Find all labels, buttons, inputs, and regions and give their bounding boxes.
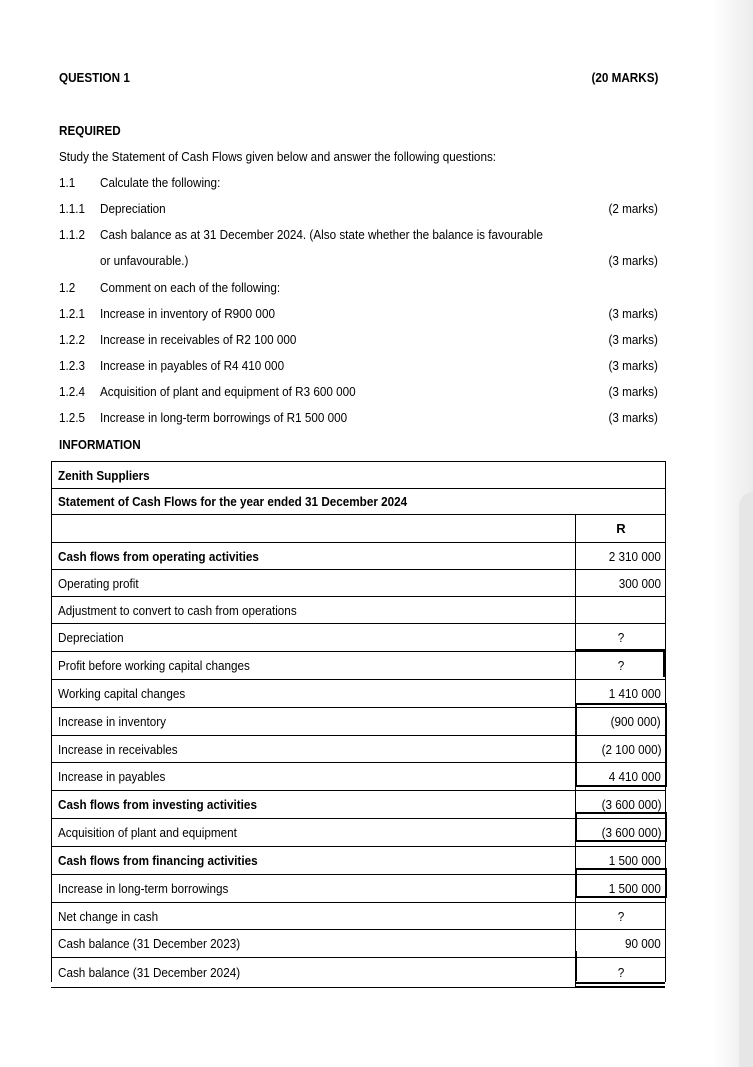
acquisition-box (575, 812, 667, 842)
row-label: Net change in cash (58, 908, 159, 924)
question-number: 1.2.5 (59, 410, 86, 425)
statement-row (51, 680, 665, 708)
row-label: Acquisition of plant and equipment (58, 825, 237, 840)
question-number: 1.1.2 (59, 227, 86, 242)
row-label: Increase in payables (58, 769, 166, 784)
question-text: Acquisition of plant and equipment of R3 600 000 (100, 384, 356, 399)
question-marks: (3 marks) (608, 253, 658, 268)
row-value: (3 600 000) (601, 825, 661, 840)
row-value: ? (618, 908, 625, 924)
intro-text: Study the Statement of Cash Flows given below and answer the following questions: (59, 149, 497, 164)
working-capital-box (575, 703, 667, 787)
question-number: 1.2.1 (59, 306, 86, 321)
statement-row (51, 543, 665, 570)
row-value: (3 600 000) (601, 797, 661, 812)
question-number: 1.2.2 (59, 332, 86, 347)
statement-row (51, 597, 665, 624)
statement-row (51, 847, 665, 875)
statement-row (51, 903, 665, 930)
row-value: 2 310 000 (608, 548, 661, 564)
row-value: ? (618, 658, 625, 673)
question-text: Increase in payables of R4 410 000 (100, 358, 285, 373)
row-value: 1 500 000 (608, 881, 661, 896)
required-heading: REQUIRED (59, 123, 121, 138)
row-label: Cash flows from investing activities (58, 797, 257, 812)
question-number: 1.1.1 (59, 201, 86, 216)
double-underline-top (575, 982, 665, 984)
row-value-cell (575, 624, 666, 651)
question-item (0, 330, 753, 350)
row-label: Adjustment to convert to cash from operations (58, 602, 297, 618)
statement-row (51, 570, 665, 597)
currency-label: R (616, 521, 626, 536)
row-label: Cash balance (31 December 2023) (58, 936, 241, 951)
statement-row (51, 652, 665, 680)
row-label: Depreciation (58, 630, 124, 645)
row-label: Increase in inventory (58, 714, 166, 729)
question-marks: (3 marks) (608, 306, 658, 321)
row-value: 1 410 000 (608, 686, 661, 701)
statement-row (51, 875, 665, 903)
statement-row (51, 791, 665, 819)
row-value-cell (575, 903, 666, 929)
row-value: 300 000 (618, 575, 661, 591)
statement-row (51, 736, 665, 763)
statement-row (51, 930, 665, 958)
question-number: 1.1 (59, 175, 76, 190)
question-number: 1.2.3 (59, 358, 86, 373)
question-item (0, 356, 753, 376)
row-label: Working capital changes (58, 686, 186, 701)
question-item (0, 408, 753, 428)
row-label: Cash balance (31 December 2024) (58, 965, 241, 980)
row-value: ? (618, 630, 625, 645)
question-text: Cash balance as at 31 December 2024. (Also state whether the balance is favourable (100, 227, 543, 242)
question-title: QUESTION 1 (59, 70, 130, 85)
row-value-cell (575, 597, 666, 623)
row-value-cell (575, 543, 666, 569)
row-value-cell (575, 570, 666, 596)
question-item (0, 278, 753, 298)
row-label: Increase in receivables (58, 741, 178, 757)
statement-row (51, 708, 665, 736)
statement-row (51, 624, 665, 652)
company-row (51, 461, 665, 489)
statement-title-row (51, 488, 665, 515)
question-text: Increase in long-term borrowings of R1 500 000 (100, 410, 348, 425)
information-heading: INFORMATION (59, 437, 141, 452)
double-underline-bottom (575, 986, 665, 988)
question-marks: (2 marks) (608, 201, 658, 216)
question-text: Depreciation (100, 201, 166, 216)
question-marks: (3 marks) (608, 384, 658, 399)
row-label: Operating profit (58, 575, 139, 591)
question-marks: (3 marks) (608, 358, 658, 373)
profit-box (576, 649, 665, 677)
question-item (0, 304, 753, 324)
statement-row (51, 819, 665, 847)
borrowings-box (575, 868, 667, 898)
question-text: Comment on each of the following: (100, 280, 281, 295)
company-name: Zenith Suppliers (58, 467, 150, 483)
row-label: Cash flows from operating activities (58, 548, 259, 564)
row-value: 4 410 000 (608, 769, 661, 784)
question-number: 1.2.4 (59, 384, 86, 399)
question-text: Increase in inventory of R900 000 (100, 306, 275, 321)
statement-row (51, 958, 665, 988)
question-marks: (3 marks) (608, 410, 658, 425)
question-item (0, 251, 753, 271)
row-label: Increase in long-term borrowings (58, 881, 229, 896)
row-value: (2 100 000) (601, 741, 661, 757)
question-text: Calculate the following: (100, 175, 221, 190)
question-item (0, 225, 753, 245)
question-number: 1.2 (59, 280, 76, 295)
row-label: Profit before working capital changes (58, 658, 250, 673)
row-value: 90 000 (625, 936, 661, 951)
row-value: 1 500 000 (608, 853, 661, 868)
question-item (0, 173, 753, 193)
total-marks: (20 MARKS) (591, 70, 658, 85)
currency-cell (575, 515, 666, 542)
statement-title: Statement of Cash Flows for the year ended 31 December 2024 (58, 493, 408, 509)
row-value: ? (618, 965, 625, 980)
currency-header-row (51, 515, 665, 543)
scroll-panel[interactable] (739, 492, 753, 1067)
row-value: (900 000) (610, 714, 661, 729)
question-item (0, 199, 753, 219)
question-item (0, 382, 753, 402)
question-marks: (3 marks) (608, 332, 658, 347)
question-text: or unfavourable.) (100, 253, 189, 268)
closing-balance-box (575, 951, 666, 981)
question-text: Increase in receivables of R2 100 000 (100, 332, 297, 347)
statement-row (51, 763, 665, 791)
row-label: Cash flows from financing activities (58, 853, 258, 868)
